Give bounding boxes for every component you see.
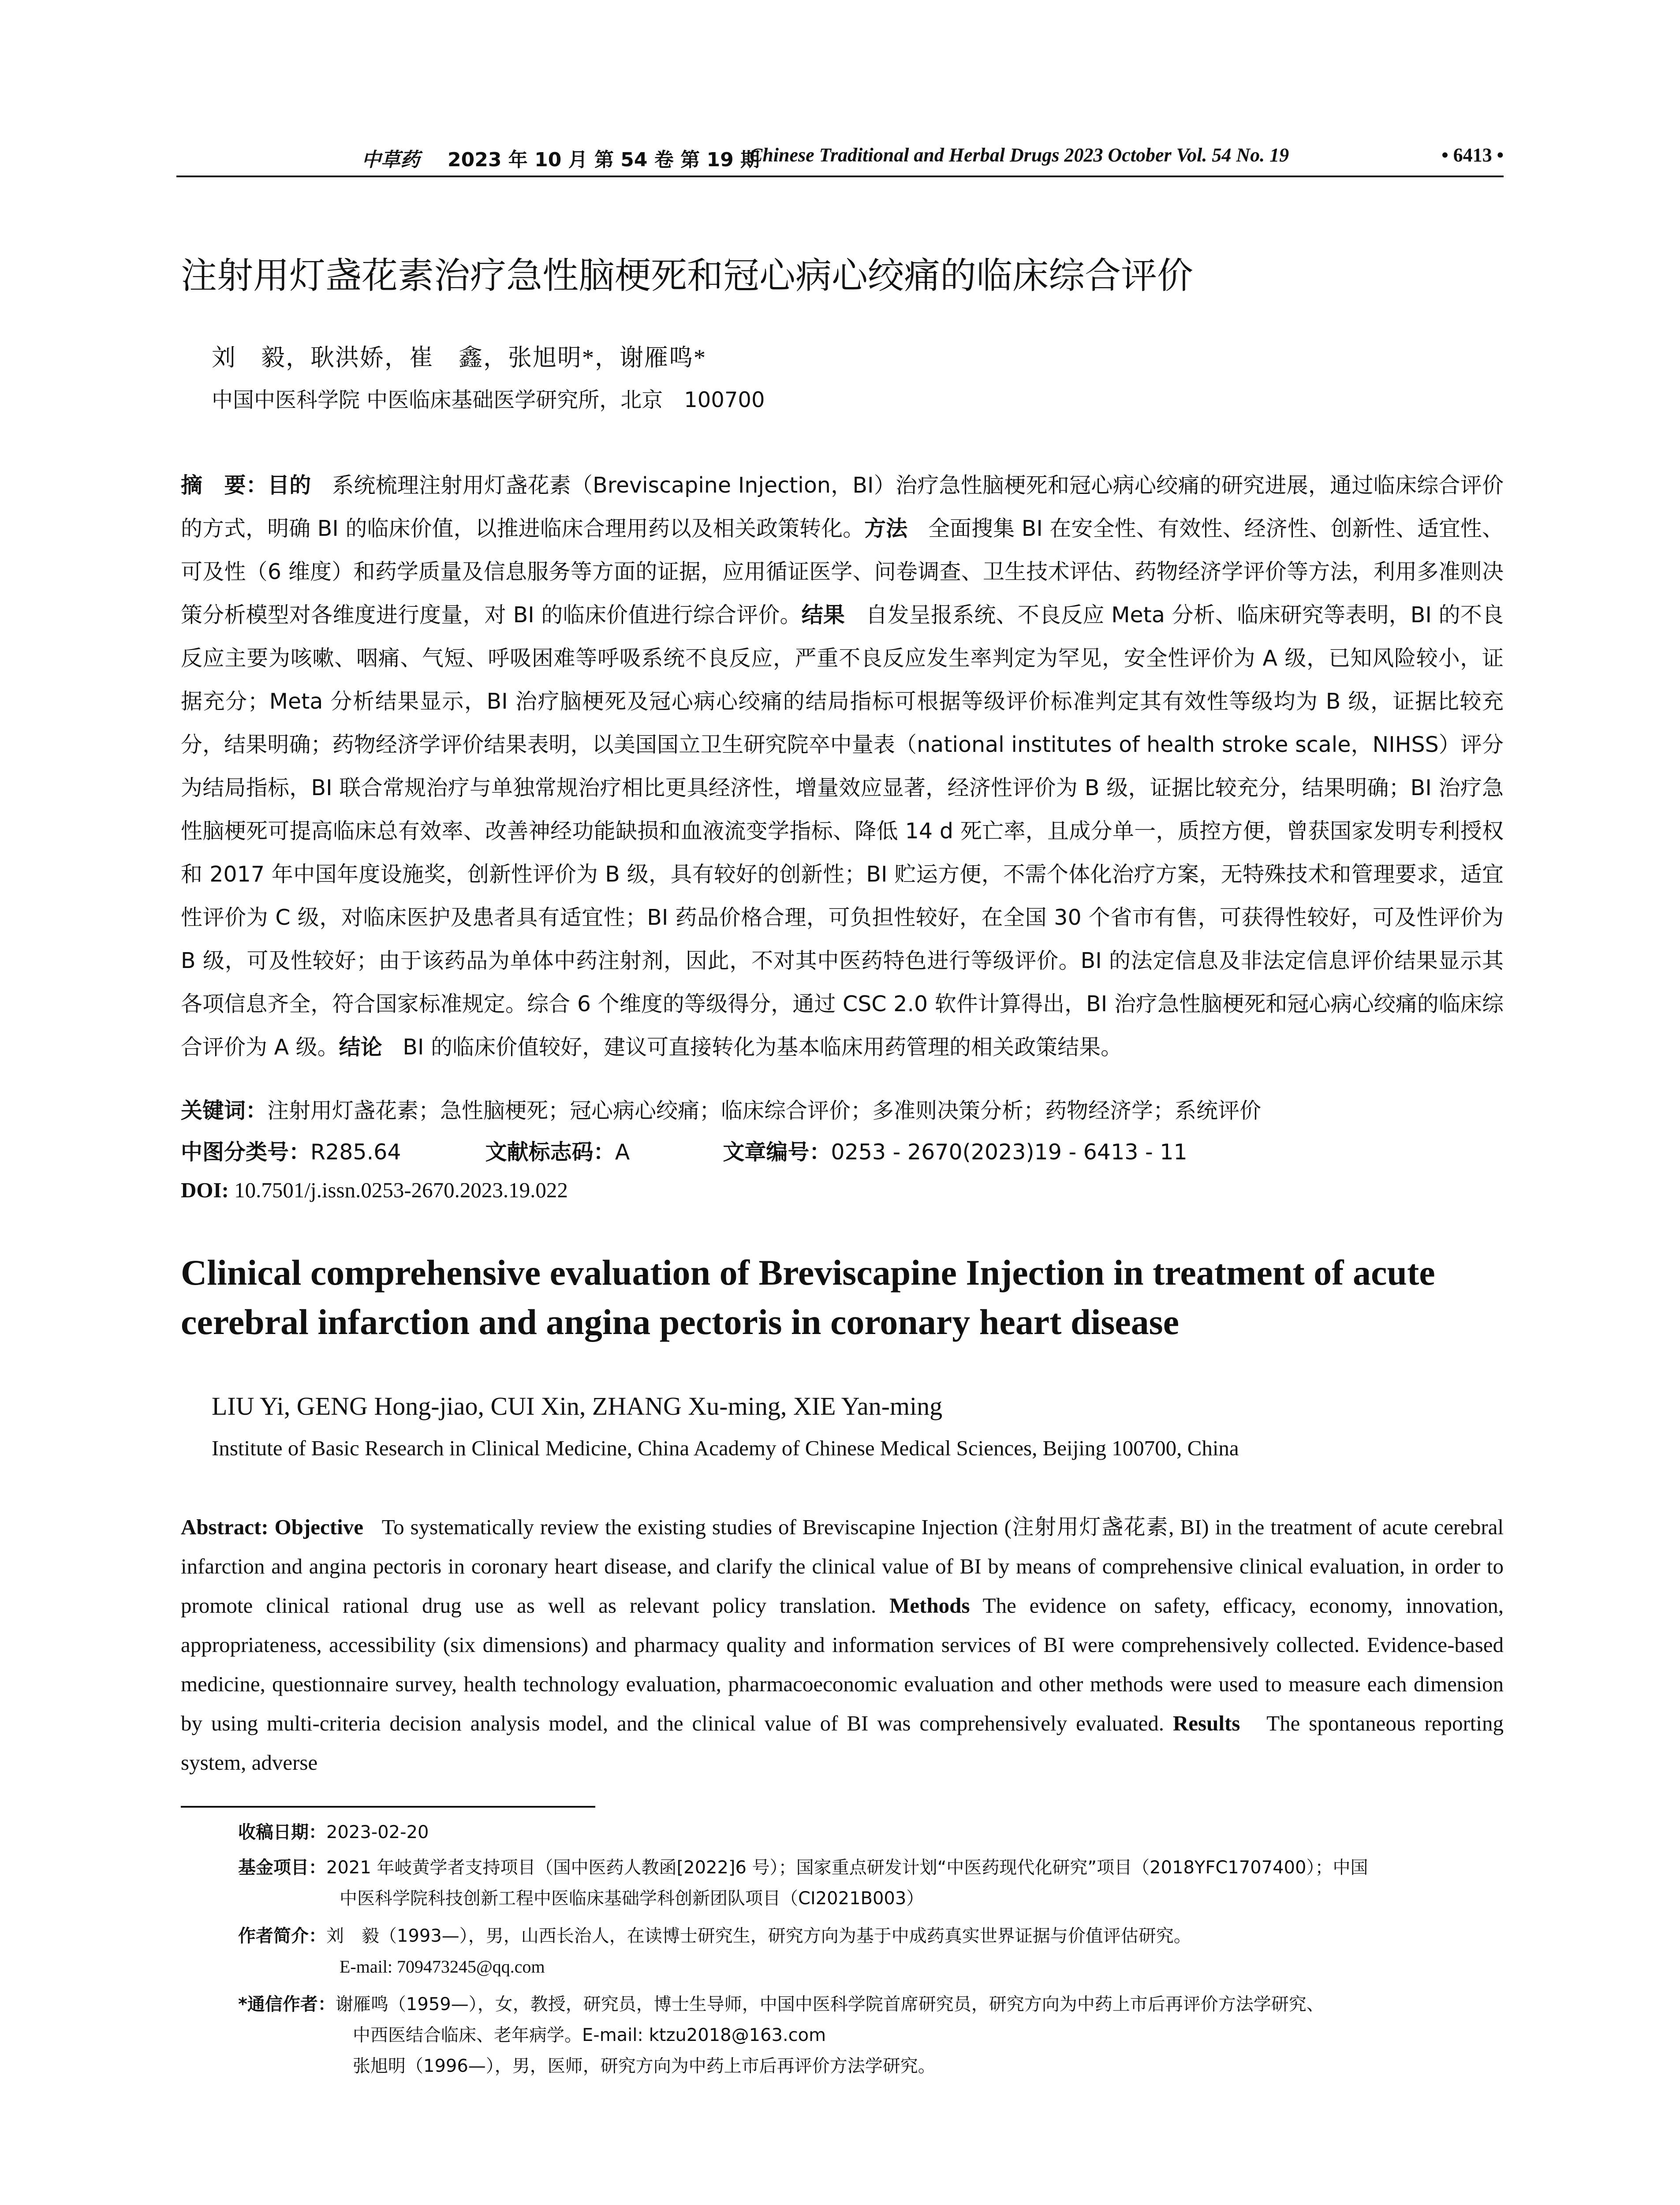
running-header (176, 144, 1504, 170)
fund-line-1: 2021 年岐黄学者支持项目（国中医药人教函[2022]6 号）；国家重点研发计划“中医药现代化研究”项目（2018YFC1707400）；中国 (326, 1857, 1368, 1878)
author-bio-line-1: 刘 毅（1993—），男，山西长治人，在读博士研究生，研究方向为基于中成药真实世界证据与价值评估研究。 (326, 1926, 1191, 1946)
cn-objective-text: 系统梳理注射用灯盏花素（Breviscapine Injection，BI）治疗急性脑梗死和冠心病心绞痛的研究进展，通过临床综合评价的方式，明确 BI 的临床价值，以推进临床合理用药以及相关政策转化。 (181, 473, 1504, 541)
cn-abstract-label: 摘 要： (181, 473, 268, 498)
article-no-value: 0253 - 2670(2023)19 - 6413 - 11 (831, 1140, 1187, 1165)
en-objective-label: Objective (274, 1515, 363, 1539)
cn-results-label: 结果 (801, 602, 845, 628)
corr-label: *通信作者： (238, 1994, 336, 2014)
received-date: 2023-02-20 (326, 1822, 429, 1842)
cn-methods-label: 方法 (864, 516, 908, 541)
doc-code-label: 文献标志码： (485, 1140, 615, 1165)
cn-classification (181, 1135, 1187, 1166)
article-no-label: 文章编号： (723, 1140, 831, 1165)
cn-keywords (181, 1094, 1261, 1125)
clc-label: 中图分类号： (181, 1140, 311, 1165)
journal-name-cn: 中草药 (362, 149, 420, 171)
en-results-label: Results (1172, 1711, 1240, 1735)
cn-abstract (181, 464, 1504, 1069)
cn-conclusion-label: 结论 (339, 1035, 382, 1060)
page-number: • 6413 • (1441, 144, 1504, 166)
received-label: 收稿日期： (238, 1822, 326, 1842)
cn-objective-label: 目的 (268, 473, 311, 498)
footnote-fund (238, 1852, 1504, 1883)
en-abstract-label: Abstract: (181, 1515, 269, 1539)
en-title: Clinical comprehensive evaluation of Breviscapine Injection in treatment of acute cerebral infarction and angina pectoris in coronary heart disease (181, 1252, 1435, 1342)
footnote-received (238, 1817, 1504, 1848)
cn-title: 注射用灯盏花素治疗急性脑梗死和冠心病心绞痛的临床综合评价 (181, 255, 1194, 297)
doi-label: DOI: (181, 1178, 229, 1202)
footnote-correspondence (238, 1989, 1504, 2020)
en-objective-text: To systematically review the existing studies of Breviscapine Injection (注射用灯盏花素, BI) in the treatment of acute cerebral infarction and angina pectoris in coronary heart disease, and clarify the clinical value of BI by means of comprehensive clinical evaluation, in order to promote clinical rational drug use as well as relevant policy translation. (181, 1515, 1504, 1618)
cn-authors: 刘 毅，耿洪娇，崔 鑫，张旭明*，谢雁鸣* (212, 344, 706, 371)
en-authors: LIU Yi, GENG Hong-jiao, CUI Xin, ZHANG Xu-ming, XIE Yan-ming (212, 1392, 943, 1420)
en-methods-label: Methods (889, 1593, 970, 1618)
corr-line-1: 谢雁鸣（1959—），女，教授，研究员，博士生导师，中国中医科学院首席研究员，研究方向为中药上市后再评价方法学研究、 (335, 1994, 1324, 2014)
en-results-text: The spontaneous reporting system, adverse (181, 1711, 1504, 1775)
header-rule (176, 176, 1504, 177)
corr-line-3: 张旭明（1996—），男，医师，研究方向为中药上市后再评价方法学研究。 (353, 2056, 936, 2076)
cn-results-text: 自发呈报系统、不良反应 Meta 分析、临床研究等表明，BI 的不良反应主要为咳嗽、咽痛、气短、呼吸困难等呼吸系统不良反应，严重不良反应发生率判定为罕见，安全性评价为 A 级，已知风险较小，证据充分；Meta 分析结果显示，BI 治疗脑梗死及冠心病心绞痛的结局指标可根据等级评价标准判定其有效性等级均为 B 级，证据比较充分，结果明确；药物经济学评价结果表明，以美国国立卫生研究院卒中量表（national institutes of health stroke scale，NIHSS）评分为结局指标，BI 联合常规治疗与单独常规治疗相比更具经济性，增量效应显著，经济性评价为 B 级，证据比较充分，结果明确；BI 治疗急性脑梗死可提高临床总有效率、改善神经功能缺损和血液流变学指标、降低 14 d 死亡率，且成分单一，质控方便，曾获国家发明专利授权和 2017 年中国年度设施奖，创新性评价为 B 级，具有较好的创新性；BI 贮运方便，不需个体化治疗方案，无特殊技术和管理要求，适宜性评价为 C 级，对临床医护及患者具有适宜性；BI 药品价格合理，可负担性较好，在全国 30 个省市有售，可获得性较好，可及性评价为 B 级，可及性较好；由于该药品为单体中药注射剂，因此，不对其中医药特色进行等级评价。BI 的法定信息及非法定信息评价结果显示其各项信息齐全，符合国家标准规定。综合 6 个维度的等级得分，通过 CSC 2.0 软件计算得出，BI 治疗急性脑梗死和冠心病心绞痛的临床综合评价为 A 级。 (181, 602, 1504, 1060)
en-methods-text: The evidence on safety, efficacy, economy, innovation, appropriateness, accessibility (six dimensions) and pharmacy quality and information services of BI were comprehensively collected. Evidence-based medicine, questionnaire survey, health technology evaluation, pharmacoeconomic evaluation and other methods were used to measure each dimension by using multi-criteria decision analysis model, and the clinical value of BI was comprehensively evaluated. (181, 1593, 1504, 1735)
footnote-author (238, 1921, 1504, 1951)
fund-line-2: 中医科学院科技创新工程中医临床基础学科创新团队项目（CI2021B003） (340, 1888, 924, 1909)
author-email: E-mail: 709473245@qq.com (340, 1957, 545, 1977)
cn-keywords-label: 关键词： (181, 1098, 268, 1123)
en-affiliation: Institute of Basic Research in Clinical Medicine, China Academy of Chinese Medical Sciences, Beijing 100700, China (212, 1436, 1239, 1460)
cn-conclusion-text: BI 的临床价值较好，建议可直接转化为基本临床用药管理的相关政策结果。 (403, 1035, 1123, 1060)
issue-cn: 2023 年 10 月 第 54 卷 第 19 期 (448, 149, 760, 171)
corr-line-2: 中西医结合临床、老年病学。E-mail: ktzu2018@163.com (353, 2025, 826, 2045)
en-abstract (181, 1507, 1504, 1782)
doc-code-value: A (615, 1140, 630, 1165)
issue-en: Chinese Traditional and Herbal Drugs 2023 October Vol. 54 No. 19 (750, 144, 1289, 166)
author-bio-label: 作者简介： (238, 1926, 326, 1946)
fund-label: 基金项目： (238, 1857, 326, 1878)
cn-methods-text: 全面搜集 BI 在安全性、有效性、经济性、创新性、适宜性、可及性（6 维度）和药学质量及信息服务等方面的证据，应用循证医学、问卷调查、卫生技术评估、药物经济学评价等方法，利用多准则决策分析模型对各维度进行度量，对 BI 的临床价值进行综合评价。 (181, 516, 1504, 628)
cn-affiliation: 中国中医科学院 中医临床基础医学研究所，北京 100700 (212, 388, 765, 412)
doi-line (181, 1177, 568, 1203)
doi-value: 10.7501/j.issn.0253-2670.2023.19.022 (234, 1178, 568, 1202)
clc-value: R285.64 (310, 1140, 401, 1165)
cn-keywords-text: 注射用灯盏花素；急性脑梗死；冠心病心绞痛；临床综合评价；多准则决策分析；药物经济学；系统评价 (267, 1098, 1262, 1123)
footnote-rule (181, 1806, 595, 1808)
